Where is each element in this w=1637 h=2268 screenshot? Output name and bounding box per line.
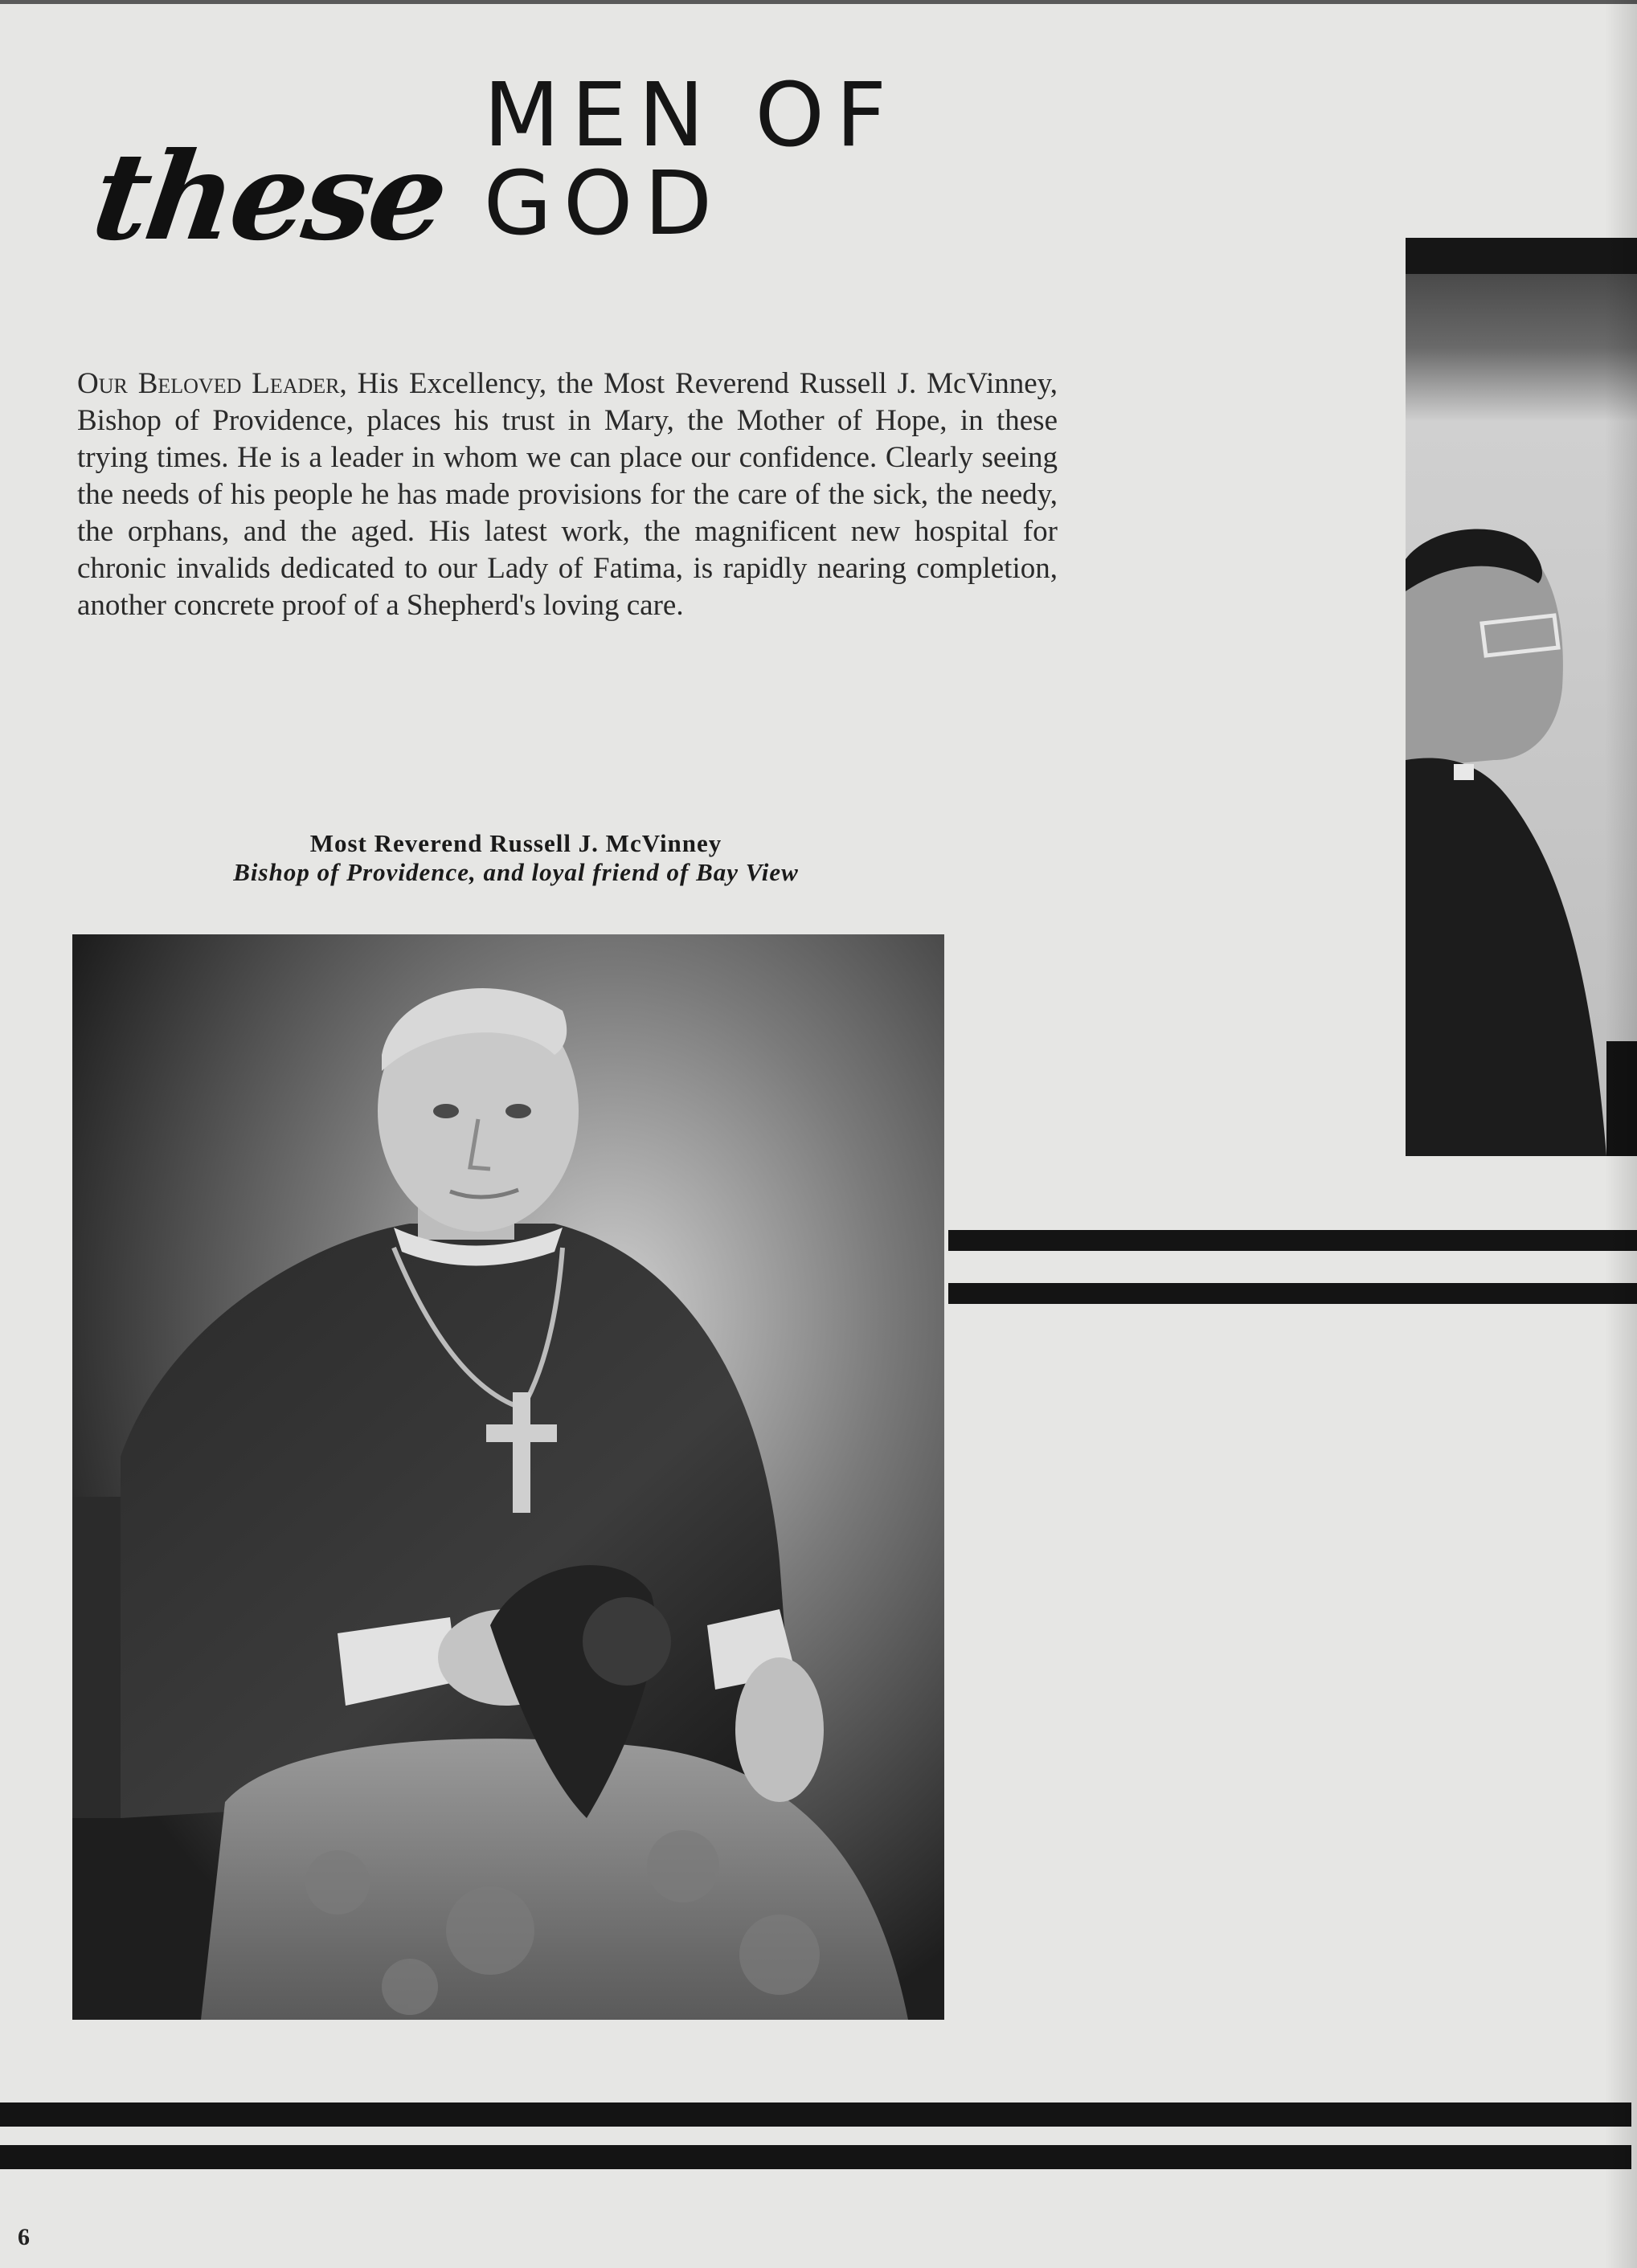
- heading-caps-words: MEN OF GOD: [483, 63, 898, 255]
- rule-right-upper: [948, 1230, 1637, 1251]
- caption-name: Most Reverend Russell J. McVinney: [309, 829, 722, 857]
- bishop-portrait-photo: [72, 934, 944, 2020]
- caption-description: Bishop of Providence, and loyal friend of Bay View: [233, 858, 799, 886]
- page-number: 6: [18, 2224, 30, 2250]
- bishop-portrait-illustration: [72, 934, 944, 2020]
- priest-partial-photo: [1406, 238, 1637, 1156]
- page-top-edge: [0, 0, 1637, 4]
- rule-right-lower: [948, 1283, 1637, 1304]
- body-paragraph: [77, 366, 1058, 624]
- paragraph-lead: Our Beloved Leader,: [77, 367, 347, 400]
- priest-partial-illustration: [1406, 238, 1637, 1156]
- rule-bottom-upper: [0, 2102, 1631, 2127]
- paragraph-text: His Excellency, the Most Reverend Russell J. McVinney, Bishop of Providence, places his trust in Mary, the Mother of Hope, in these trying times. He is a leader in whom we can place our confidence. Clearly seeing the needs of his people he has made provisions for the care of the sick, the needy, the orphans, and the aged. His latest work, the magnificent new hospital for chronic invalids dedicated to our Lady of Fatima, is rapidly nearing completion, another concrete proof of a Shepherd's loving care.: [77, 367, 1058, 622]
- page-gutter-shade: [1605, 0, 1637, 2268]
- heading-script-word: these: [84, 126, 454, 268]
- photo-caption: [74, 829, 958, 887]
- page-heading: [84, 63, 1140, 268]
- rule-bottom-lower: [0, 2145, 1631, 2169]
